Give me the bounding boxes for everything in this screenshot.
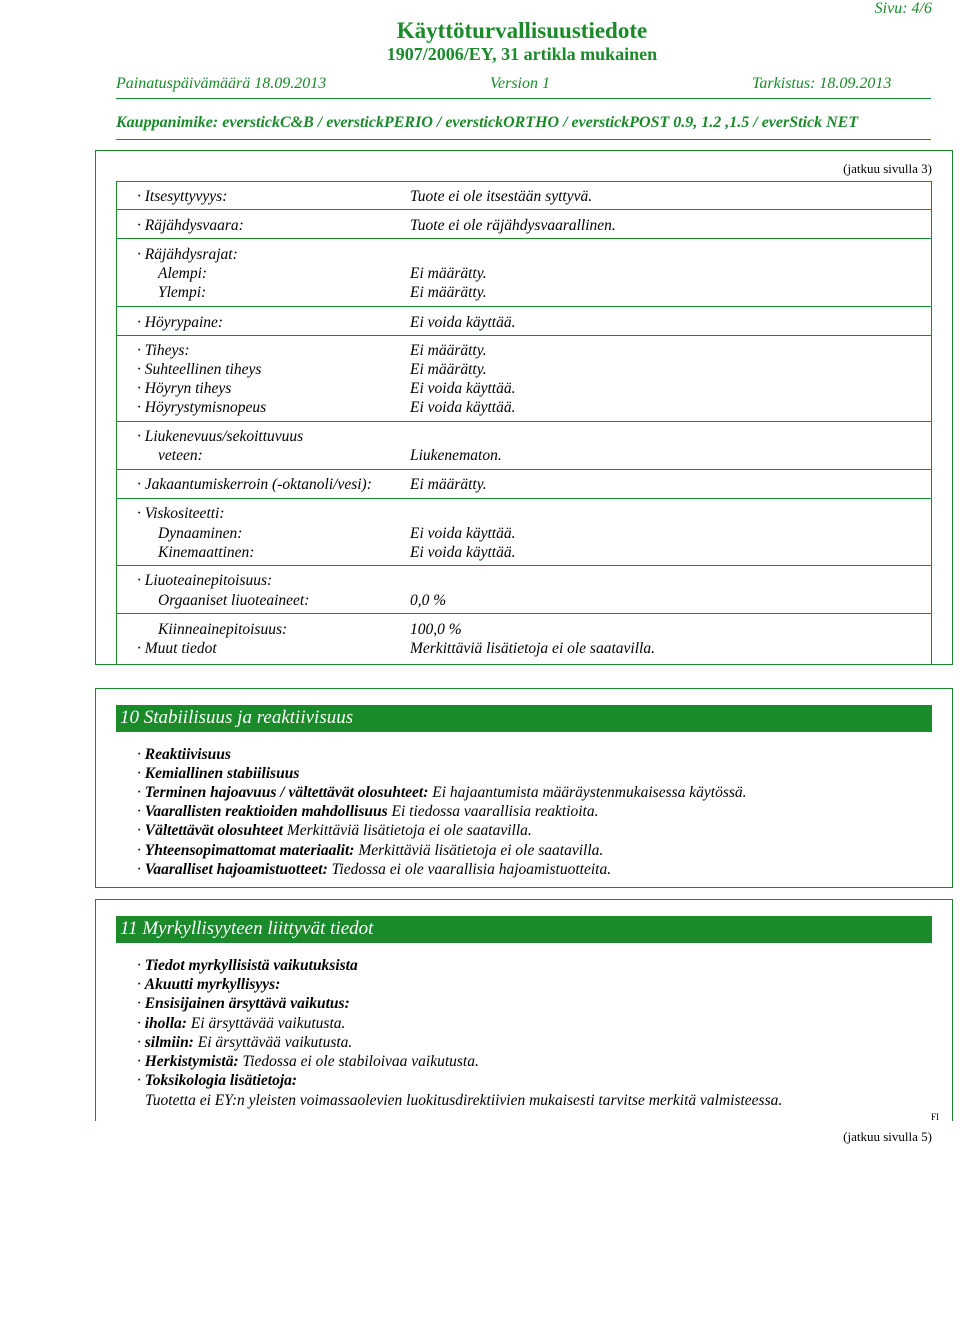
chemical-stability-line	[137, 765, 299, 783]
explosion-limits-label: · Räjähdysrajat:	[137, 246, 238, 264]
toxic-effects-label: Tiedot myrkyllisistä vaikutuksista	[144, 957, 358, 974]
other-info-label: · Muut tiedot	[137, 640, 217, 658]
solids-content-label: Kiinneainepitoisuus:	[158, 621, 288, 638]
hazardous-reactions-value: Ei tiedossa vaarallisia reaktioita.	[391, 803, 599, 820]
row-divider	[116, 498, 932, 499]
row-divider	[116, 209, 932, 210]
sensitisation-value: Tiedossa ei ole stabiloivaa vaikutusta.	[242, 1053, 479, 1070]
solubility-label: · Liukenevuus/sekoittuvuus	[137, 428, 303, 446]
acute-toxicity-line	[137, 976, 280, 994]
row-divider	[116, 306, 932, 307]
skin-line	[137, 1015, 345, 1033]
vapour-pressure-label: · Höyrypaine:	[137, 314, 223, 332]
language-code: FI	[931, 1112, 940, 1122]
relative-density-value: Ei määrätty.	[410, 361, 487, 378]
classification-note: Tuotetta ei EY:n yleisten voimassaolevien luokitusdirektiivien mukaisesti tarvitse merkitä valmisteessa.	[145, 1092, 783, 1109]
hazardous-reactions-line	[137, 803, 598, 821]
organic-solvents-value: 0,0 %	[410, 592, 447, 609]
relative-density-label: · Suhteellinen tiheys	[137, 361, 261, 379]
lower-limit-label: Alempi:	[158, 265, 208, 282]
page-number: Sivu: 4/6	[874, 0, 932, 17]
other-info-value: Merkittäviä lisätietoja ei ole saatavilla.	[410, 640, 655, 657]
organic-solvents-label: Orgaaniset liuoteaineet:	[158, 592, 310, 609]
skin-label: iholla:	[144, 1015, 187, 1032]
upper-limit-label: Ylempi:	[158, 284, 207, 301]
chemical-stability-label: Kemiallinen stabiilisuus	[144, 765, 300, 782]
eyes-value: Ei ärsyttävää vaikutusta.	[197, 1034, 353, 1051]
partition-coefficient-value: Ei määrätty.	[410, 476, 487, 493]
solubility-label-2: veteen:	[158, 447, 203, 464]
trade-name: Kauppanimike: everstickC&B / everstickPERIO / everstickORTHO / everstickPOST 0.9, 1.2 ,1.5 / everStick NET	[116, 114, 859, 131]
kinematic-viscosity-value: Ei voida käyttää.	[410, 544, 516, 561]
row-divider	[116, 613, 932, 614]
self-ignition-label: · Itsesyttyvyys:	[137, 188, 227, 206]
incompatible-materials-line	[137, 842, 603, 860]
conditions-to-avoid-label: Vältettävät olosuhteet	[144, 822, 283, 839]
header-divider	[116, 98, 931, 99]
vapour-density-label: · Höyryn tiheys	[137, 380, 231, 398]
upper-limit-value: Ei määrätty.	[410, 284, 487, 301]
acute-toxicity-label: Akuutti myrkyllisyys:	[144, 976, 281, 993]
version: Version 1	[490, 75, 550, 92]
evaporation-rate-value: Ei voida käyttää.	[410, 399, 516, 416]
vapour-density-value: Ei voida käyttää.	[410, 380, 516, 397]
vapour-pressure-value: Ei voida käyttää.	[410, 314, 516, 331]
explosion-danger-label: · Räjähdysvaara:	[137, 217, 244, 235]
toxicology-info-label: Toksikologia lisätietoja:	[144, 1072, 298, 1089]
conditions-to-avoid-value: Merkittäviä lisätietoja ei ole saatavilla.	[286, 822, 532, 839]
thermal-decomposition-value: Ei hajaantumista määräystenmukaisessa käytössä.	[432, 784, 747, 801]
incompatible-materials-label: Yhteensopimattomat materiaalit:	[144, 842, 355, 859]
density-label: · Tiheys:	[137, 342, 190, 360]
reactivity-line	[137, 746, 231, 764]
density-value: Ei määrätty.	[410, 342, 487, 359]
partition-coefficient-label: · Jakaantumiskerroin (-oktanoli/vesi):	[137, 476, 372, 494]
decomposition-products-label: Vaaralliset hajoamistuotteet:	[144, 861, 328, 878]
row-divider	[116, 335, 932, 336]
section-11-title: 11 Myrkyllisyyteen liittyvät tiedot	[116, 916, 932, 943]
self-ignition-value: Tuote ei ole itsestään syttyvä.	[410, 188, 593, 205]
toxic-effects-line	[137, 957, 358, 975]
solids-content-value: 100,0 %	[410, 621, 462, 638]
toxicology-info-line	[137, 1072, 297, 1090]
print-date: Painatuspäivämäärä 18.09.2013	[116, 75, 327, 92]
section-10-title: 10 Stabiilisuus ja reaktiivisuus	[116, 705, 932, 732]
evaporation-rate-label: · Höyrystymisnopeus	[137, 399, 266, 417]
trade-name-divider	[116, 139, 931, 140]
thermal-decomposition-label: Terminen hajoavuus / vältettävät olosuhteet:	[144, 784, 429, 801]
conditions-to-avoid-line	[137, 822, 532, 840]
viscosity-label: · Viskositeetti:	[137, 505, 225, 523]
lower-limit-value: Ei määrätty.	[410, 265, 487, 282]
primary-irritant-label: Ensisijainen ärsyttävä vaikutus:	[144, 995, 350, 1012]
row-divider	[116, 238, 932, 239]
explosion-danger-value: Tuote ei ole räjähdysvaarallinen.	[410, 217, 616, 234]
decomposition-products-value: Tiedossa ei ole vaarallisia hajoamistuotteita.	[331, 861, 612, 878]
row-divider	[116, 565, 932, 566]
kinematic-viscosity-label: Kinemaattinen:	[158, 544, 255, 561]
skin-value: Ei ärsyttävää vaikutusta.	[190, 1015, 346, 1032]
primary-irritant-line	[137, 995, 350, 1013]
revision-date: Tarkistus: 18.09.2013	[752, 75, 892, 92]
sensitisation-label: Herkistymistä:	[144, 1053, 239, 1070]
row-divider	[116, 421, 932, 422]
solubility-value: Liukenematon.	[410, 447, 502, 464]
reactivity-label: Reaktiivisuus	[144, 746, 231, 763]
eyes-label: silmiin:	[144, 1034, 194, 1051]
sensitisation-line	[137, 1053, 479, 1071]
incompatible-materials-value: Merkittäviä lisätietoja ei ole saatavilla.	[358, 842, 604, 859]
continued-from: (jatkuu sivulla 3)	[843, 161, 932, 176]
hazardous-reactions-label: Vaarallisten reaktioiden mahdollisuus	[144, 803, 388, 820]
document-title: Käyttöturvallisuustiedote	[396, 18, 648, 43]
solvent-content-label: · Liuoteainepitoisuus:	[137, 572, 272, 590]
dynamic-viscosity-label: Dynaaminen:	[158, 525, 243, 542]
continued-to: (jatkuu sivulla 5)	[843, 1129, 932, 1144]
eyes-line	[137, 1034, 352, 1052]
decomposition-products-line	[137, 861, 611, 879]
dynamic-viscosity-value: Ei voida käyttää.	[410, 525, 516, 542]
document-subtitle: 1907/2006/EY, 31 artikla mukainen	[386, 44, 658, 64]
thermal-decomposition-line	[137, 784, 747, 802]
row-divider	[116, 469, 932, 470]
